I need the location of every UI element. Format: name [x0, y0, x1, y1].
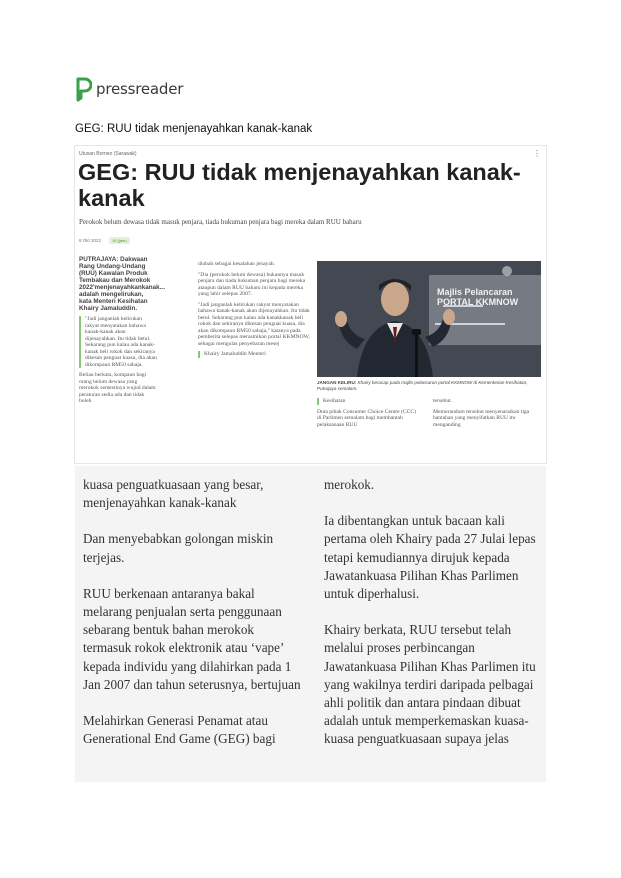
zoom-paragraph: kuasa penguatkuasaan yang besar, menjenayahkan kanak-kanak [83, 477, 264, 511]
zoom-paragraph: Ia dibentangkan untuk bacaan kali pertama oleh Khairy pada 27 Julai lepas tetapi kemudiannya dirujuk kepada Jawatankuasa Pilihan Khas Parlimen untuk diperhalusi. [324, 513, 536, 602]
article-tag: 10 (jam) [109, 237, 130, 244]
article-column-4 [433, 398, 537, 432]
paragraph: "Dia (perokok belum dewasa) bukannya masuk penjara dan tiada hukuman penjara bagi mereka ataupun dalam RUU baharu ini kepada mereka yang lahir selepas 2007. [198, 271, 306, 297]
zoom-paragraph: Melahirkan Generasi Penamat atau Generational End Game (GEG) bagi [83, 713, 276, 747]
zoom-paragraph: Dan menyebabkan golongan miskin terjejas. [83, 531, 274, 565]
article-headline: GEG: RUU tidak menjenayahkan kanak-kanak [78, 159, 521, 211]
source-label: Utusan Borneo (Sarawak) [79, 151, 137, 157]
zoom-column-right [324, 476, 542, 767]
caption-text: Khairy berucap pada majlis pelancaran portal KKMNOW di Kementerian Kesihatan, Putrajaya semalam. [317, 380, 528, 391]
article-clipping [75, 146, 546, 463]
zoomed-article-text [75, 466, 546, 782]
section-label: Kesihatan [317, 398, 417, 405]
pull-quote: "Jadi janganlah kelirukan rakyat menyatakan bahawa kanak-kanak akan dijenayahkan. Itu tidak betul. Sekarang pun kalau ada kanak-kanak beli rokok dan sekiranya dikesan penguat kuasa, dia akan dikompaun RM50 sahaja. [79, 316, 157, 368]
zoom-column-left [83, 476, 303, 766]
lead-paragraph: PUTRAJAYA: Dakwaan Rang Undang-Undang (RUU) Kawalan Produk Tembakau dan Merokok 2022'menjenayahkankanak... adalah mengelirukan, kata Menteri Kesihatan Khairy Jamaluddin. [79, 256, 165, 312]
zoom-paragraph: Khairy berkata, RUU tersebut telah melalui proses perbincangan Jawatankuasa Pilihan Khas Parlimen itu yang wakilnya terdiri daripada pelbagai ahli politik dan antara pindaan dibuat adalah untuk memperkemaskan kuasa-kuasa penguatkuasaan supaya jelas [324, 622, 536, 747]
zoom-paragraph: RUU berkenaan antaranya bakal melarang penjualan serta penggunaan sebarang bentuk bahan merokok termasuk rokok elektronik atau ‘vape’ kepada individu yang dilahirkan pada 1 Jan 2007 dan tahun seterusnya, bertujuan [83, 585, 301, 692]
paragraph: Duta pihak Consumer Choice Centre (CCC) di Parlimen semalam bagi membantah pelaksanaan RUU [317, 408, 416, 428]
zoom-paragraph: merokok. [324, 477, 375, 492]
caption-label: JANGAN KELIRU: [317, 380, 357, 385]
quote-attribution: Khairy Jamaluddin Menteri [198, 351, 310, 358]
article-subheading: Perokok belum dewasa tidak masuk penjara, tiada hukuman penjara bagi mereka dalam RUU baharu [79, 218, 362, 226]
article-column-2 [198, 261, 310, 362]
pressreader-logo[interactable] [75, 76, 183, 102]
paragraph: Beliau berkata, kompaun bagi orang belum dewasa yang merokok semestinya wujud dalam peraturan sedia ada dan tidak boleh [79, 372, 156, 404]
article-date: 8 Okt 2022 [79, 238, 102, 243]
paragraph: tersebut. [433, 398, 453, 404]
pressreader-icon [75, 76, 92, 102]
paragraph: "Jadi janganlah kelirukan rakyat menyatakan bahawa kanak-kanak akan dijenayahkan. Itu tidak betul. Sekarang pun kalau ada kanakkanak beli rokok dan sekiranya dikesan penguat kuasa, dia akan dikompaun RM50 sahaja," katanya pada pemberita selepas merasmikan portal KKMNOW, sebagai mengulas penyebaran mesej [198, 301, 310, 347]
paragraph: Memorandum tersebut menyenaraikan tiga bantahan yang menyifatkan RUU itu menganding [433, 408, 530, 428]
speaker-photo-image [317, 261, 541, 377]
document-title: GEG: RUU tidak menjenayahkan kanak-kanak [75, 123, 313, 135]
paragraph: diubah sebagai kesalahan jenayah. [198, 261, 276, 267]
logo-wordmark: pressreader [96, 80, 184, 98]
more-options-icon[interactable]: ⋮ [533, 149, 541, 158]
article-column-1 [79, 256, 165, 409]
article-column-3 [317, 398, 417, 432]
photo-banner-text: Majlis Pelancaran PORTAL KKMNOW [437, 287, 519, 307]
article-photo [317, 261, 541, 377]
photo-caption [317, 380, 541, 391]
